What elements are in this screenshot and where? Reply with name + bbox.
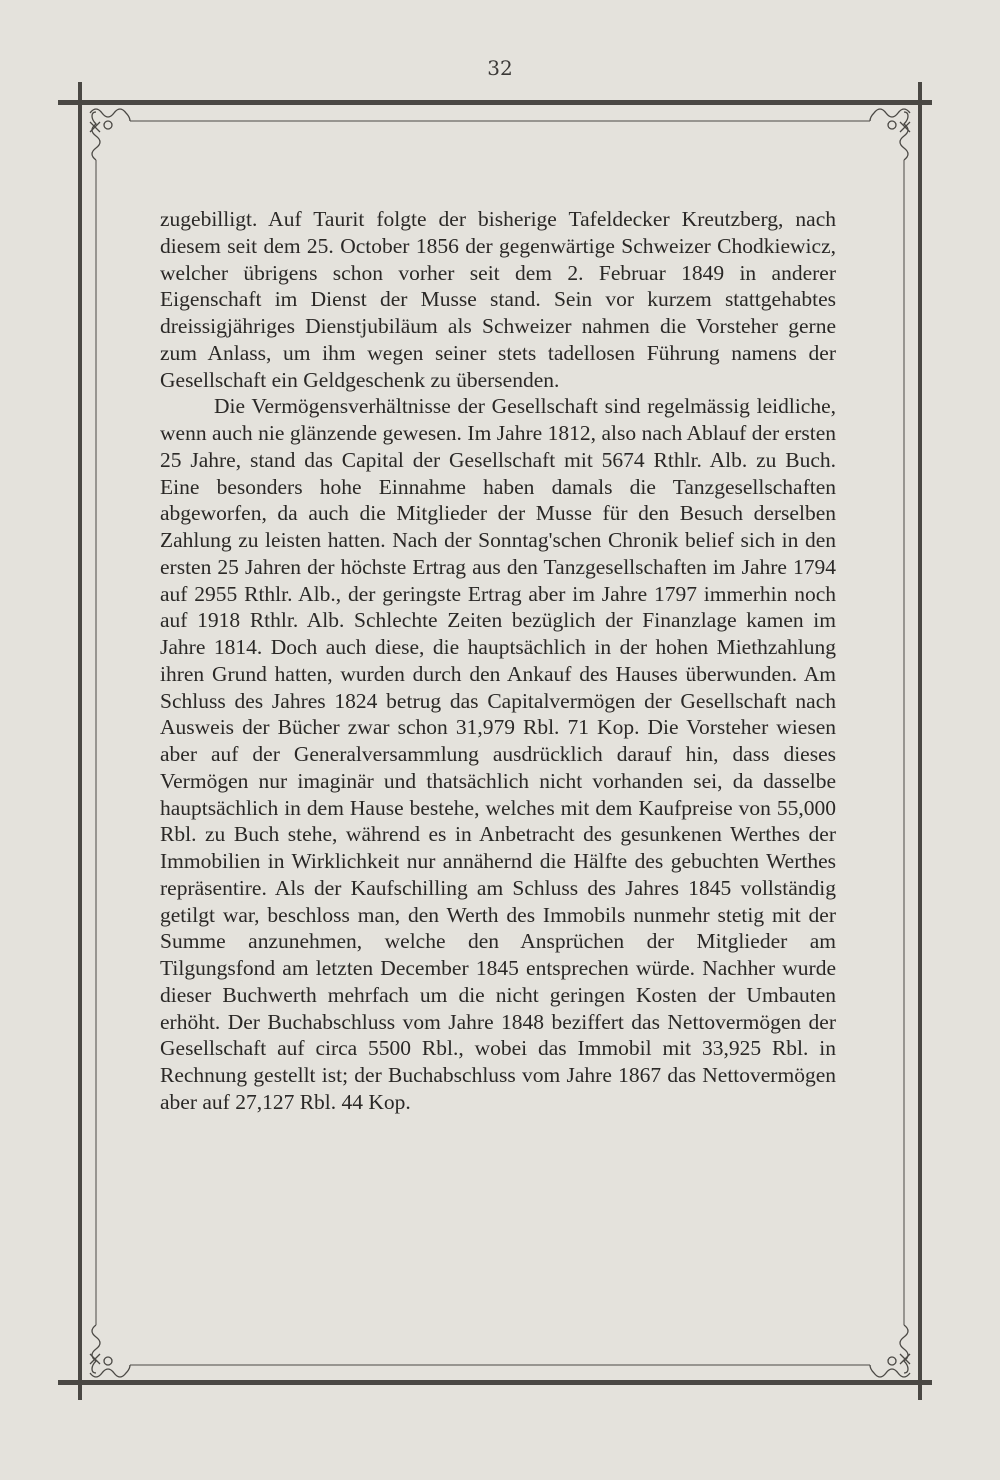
paragraph: Die Vermögensverhältnisse der Gesellschaft sind regelmässig leidliche, wenn auch nie glänzende gewesen. Im Jahre 1812, also nach Ablauf der ersten 25 Jahre, stand das Capital der Gesellschaft mit 5674 Rthlr. Alb. zu Buch. Eine besonders hohe Einnahme haben damals die Tanzgesellschaften abgeworfen, da auch die Mitglieder der Musse für den Besuch derselben Zahlung zu leisten hatten. Nach der Sonntag'schen Chronik belief sich in den ersten 25 Jahren der höchste Ertrag aus den Tanzgesellschaften im Jahre 1794 auf 2955 Rthlr. Alb., der geringste Ertrag aber im Jahre 1797 immerhin noch auf 1918 Rthlr. Alb. Schlechte Zeiten bezüglich der Finanzlage kamen im Jahre 1814. Doch auch diese, die hauptsächlich in der hohen Miethzahlung ihren Grund hatten, wurden durch den Ankauf des Hauses überwunden. Am Schluss des Jahres 1824 betrug das Capitalvermögen der Gesellschaft nach Ausweis der Bücher zwar schon 31,979 Rbl. 71 Kop. Die Vorsteher wiesen aber auf der Generalversammlung ausdrücklich darauf hin, dass dieses Vermögen nur imaginär und thatsächlich nicht vorhanden sei, da dasselbe hauptsächlich in dem Hause bestehe, welches mit dem Kaufpreise von 55,000 Rbl. zu Buch stehe, während es in Anbetracht des gesunkenen Werthes der Immobilien in Wirklichkeit nur annähernd die Hälfte des gebuchten Werthes repräsentire. Als der Kaufschilling am Schluss des Jahres 1845 vollständig getilgt war, beschloss man, den Werth des Immobils nunmehr stetig mit der Summe anzunehmen, welche den Ansprüchen der Mitglieder am Tilgungsfond am letzten December 1845 entsprechen würde. Nachher wurde dieser Buchwerth mehrfach um die nicht geringen Kosten der Umbauten erhöht. Der Buchabschluss vom Jahre 1848 beziffert das Nettovermögen der Gesellschaft auf circa 5500 Rbl., wobei das Immobil mit 33,925 Rbl. in Rechnung gestellt ist; der Buchabschluss vom Jahre 1867 das Nettovermögen aber auf 27,127 Rbl. 44 Kop.: [160, 394, 836, 1114]
bottom-right-corner-ornament: [870, 1325, 910, 1377]
page-number: 32: [487, 56, 513, 80]
top-right-corner-ornament: [870, 109, 910, 160]
top-thick-rule: [58, 100, 932, 105]
paragraph: zugebilligt. Auf Taurit folgte der bisherige Tafeldecker Kreutzberg, nach diesem seit dem 25. October 1856 der gegenwärtige Schweizer Chodkiewicz, welcher übrigens schon vorher seit dem 2. Februar 1849 in anderer Eigenschaft im Dienst der Musse stand. Sein vor kurzem stattgehabtes dreissigjähriges Dienstjubiläum als Schweizer nahmen die Vorsteher gerne zum Anlass, um ihm wegen seiner stets tadellosen Führung namens der Gesellschaft ein Geldgeschenk zu übersenden.: [160, 207, 836, 392]
right-thick-rule: [918, 82, 922, 1400]
bottom-left-corner-ornament: [90, 1325, 130, 1377]
top-left-corner-ornament: [90, 109, 130, 160]
left-thick-rule: [78, 82, 82, 1400]
body-text: [160, 206, 836, 1116]
bottom-thick-rule: [58, 1380, 932, 1385]
